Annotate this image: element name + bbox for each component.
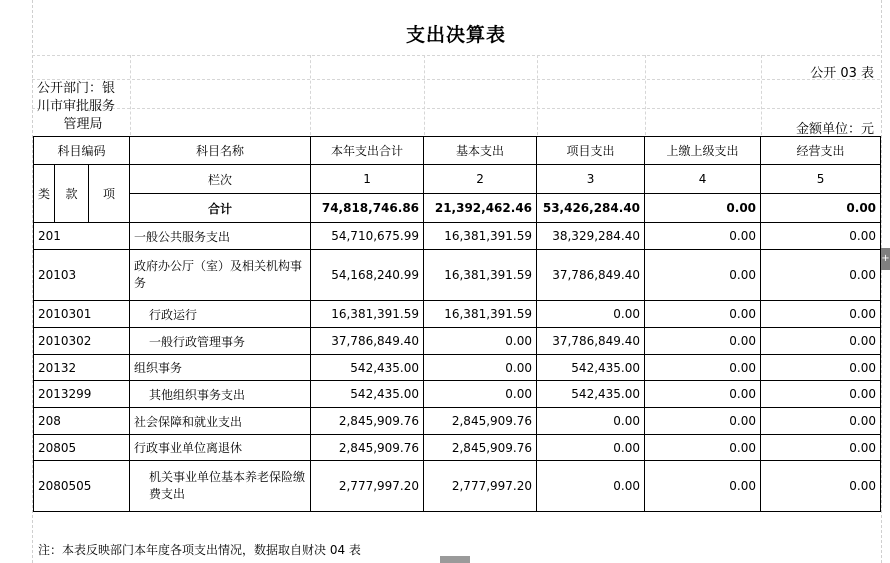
cell-name: 行政事业单位离退休 <box>130 435 311 461</box>
cell-project: 0.00 <box>537 408 645 435</box>
header-total: 本年支出合计 <box>311 137 424 165</box>
cell-total: 54,710,675.99 <box>311 223 424 250</box>
expenditure-table <box>33 136 881 512</box>
cell-superior: 0.00 <box>645 194 761 223</box>
cell-code: 2010301 <box>34 301 130 328</box>
department-line: 公开部门：银 <box>37 81 116 96</box>
cell-code: 20805 <box>34 435 130 461</box>
col-number: 5 <box>761 165 881 194</box>
plus-icon[interactable]: + <box>881 248 890 270</box>
cell-superior: 0.00 <box>645 250 761 301</box>
cell-code: 208 <box>34 408 130 435</box>
cell-basic: 0.00 <box>424 381 537 408</box>
cell-superior: 0.00 <box>645 328 761 355</box>
cell-basic: 2,845,909.76 <box>424 408 537 435</box>
col-number: 2 <box>424 165 537 194</box>
cell-project: 0.00 <box>537 435 645 461</box>
header-superior: 上缴上级支出 <box>645 137 761 165</box>
cell-name: 组织事务 <box>130 355 311 381</box>
cell-superior: 0.00 <box>645 408 761 435</box>
header-lei: 类 <box>34 165 55 223</box>
cell-superior: 0.00 <box>645 435 761 461</box>
cell-basic: 2,845,909.76 <box>424 435 537 461</box>
cell-project: 0.00 <box>537 461 645 512</box>
cell-project: 0.00 <box>537 301 645 328</box>
cell-code: 2080505 <box>34 461 130 512</box>
header-subject-name: 科目名称 <box>130 137 311 165</box>
table-row <box>34 328 881 355</box>
cell-business: 0.00 <box>761 223 881 250</box>
grid-line <box>761 55 762 135</box>
table-row <box>34 381 881 408</box>
department-line: 管理局 <box>63 117 103 132</box>
cell-basic: 16,381,391.59 <box>424 250 537 301</box>
cell-total: 542,435.00 <box>311 355 424 381</box>
total-label: 合计 <box>130 194 311 223</box>
footnote: 注：本表反映部门本年度各项支出情况，数据取自财决 04 表 <box>38 543 361 557</box>
cell-total: 74,818,746.86 <box>311 194 424 223</box>
grid-line <box>645 55 646 135</box>
column-number-row <box>34 165 881 194</box>
grid-line <box>32 79 880 80</box>
cell-superior: 0.00 <box>645 381 761 408</box>
cell-basic: 21,392,462.46 <box>424 194 537 223</box>
cell-business: 0.00 <box>761 194 881 223</box>
cell-total: 54,168,240.99 <box>311 250 424 301</box>
header-subject-code: 科目编码 <box>34 137 130 165</box>
cell-code: 201 <box>34 223 130 250</box>
total-row <box>34 194 881 223</box>
table-row <box>34 435 881 461</box>
cell-superior: 0.00 <box>645 301 761 328</box>
cell-total: 2,777,997.20 <box>311 461 424 512</box>
cell-basic: 2,777,997.20 <box>424 461 537 512</box>
cell-total: 37,786,849.40 <box>311 328 424 355</box>
cell-project: 37,786,849.40 <box>537 250 645 301</box>
cell-superior: 0.00 <box>645 461 761 512</box>
grid-line <box>424 55 425 135</box>
header-business: 经营支出 <box>761 137 881 165</box>
table-row <box>34 355 881 381</box>
table-row <box>34 301 881 328</box>
grid-line <box>130 55 131 135</box>
col-number: 1 <box>311 165 424 194</box>
cell-name: 社会保障和就业支出 <box>130 408 311 435</box>
header-xiang: 项 <box>89 165 130 223</box>
cell-code: 2013299 <box>34 381 130 408</box>
department-label <box>37 80 129 134</box>
table-row <box>34 461 881 512</box>
cell-code: 20103 <box>34 250 130 301</box>
grid-line <box>32 55 880 56</box>
cell-basic: 16,381,391.59 <box>424 223 537 250</box>
cell-superior: 0.00 <box>645 355 761 381</box>
cell-name: 一般行政管理事务 <box>130 328 311 355</box>
cell-business: 0.00 <box>761 408 881 435</box>
cell-total: 2,845,909.76 <box>311 408 424 435</box>
cell-project: 38,329,284.40 <box>537 223 645 250</box>
cell-project: 542,435.00 <box>537 381 645 408</box>
grid-line <box>32 108 880 109</box>
cell-business: 0.00 <box>761 250 881 301</box>
cell-name: 机关事业单位基本养老保险缴费支出 <box>130 461 311 512</box>
header-project: 项目支出 <box>537 137 645 165</box>
grid-line <box>537 55 538 135</box>
header-row <box>34 137 881 165</box>
cell-business: 0.00 <box>761 435 881 461</box>
cell-name: 行政运行 <box>130 301 311 328</box>
cell-business: 0.00 <box>761 381 881 408</box>
header-lanci: 栏次 <box>130 165 311 194</box>
scroll-marker <box>440 556 470 563</box>
table-row <box>34 223 881 250</box>
cell-basic: 0.00 <box>424 355 537 381</box>
cell-code: 20132 <box>34 355 130 381</box>
cell-business: 0.00 <box>761 328 881 355</box>
amount-unit: 金额单位：元 <box>795 122 874 137</box>
cell-business: 0.00 <box>761 355 881 381</box>
cell-code: 2010302 <box>34 328 130 355</box>
cell-name: 一般公共服务支出 <box>130 223 311 250</box>
cell-name: 其他组织事务支出 <box>130 381 311 408</box>
cell-superior: 0.00 <box>645 223 761 250</box>
grid-line <box>310 55 311 135</box>
table-row <box>34 408 881 435</box>
cell-project: 37,786,849.40 <box>537 328 645 355</box>
department-line: 川市审批服务 <box>37 99 116 114</box>
col-number: 4 <box>645 165 761 194</box>
page-title: 支出决算表 <box>405 24 506 46</box>
table-row <box>34 250 881 301</box>
cell-total: 2,845,909.76 <box>311 435 424 461</box>
cell-business: 0.00 <box>761 301 881 328</box>
cell-total: 542,435.00 <box>311 381 424 408</box>
cell-business: 0.00 <box>761 461 881 512</box>
cell-basic: 0.00 <box>424 328 537 355</box>
header-basic: 基本支出 <box>424 137 537 165</box>
col-number: 3 <box>537 165 645 194</box>
form-code: 公开 03 表 <box>810 66 874 81</box>
header-kuan: 款 <box>55 165 89 223</box>
cell-name: 政府办公厅（室）及相关机构事务 <box>130 250 311 301</box>
cell-project: 542,435.00 <box>537 355 645 381</box>
cell-project: 53,426,284.40 <box>537 194 645 223</box>
cell-basic: 16,381,391.59 <box>424 301 537 328</box>
cell-total: 16,381,391.59 <box>311 301 424 328</box>
